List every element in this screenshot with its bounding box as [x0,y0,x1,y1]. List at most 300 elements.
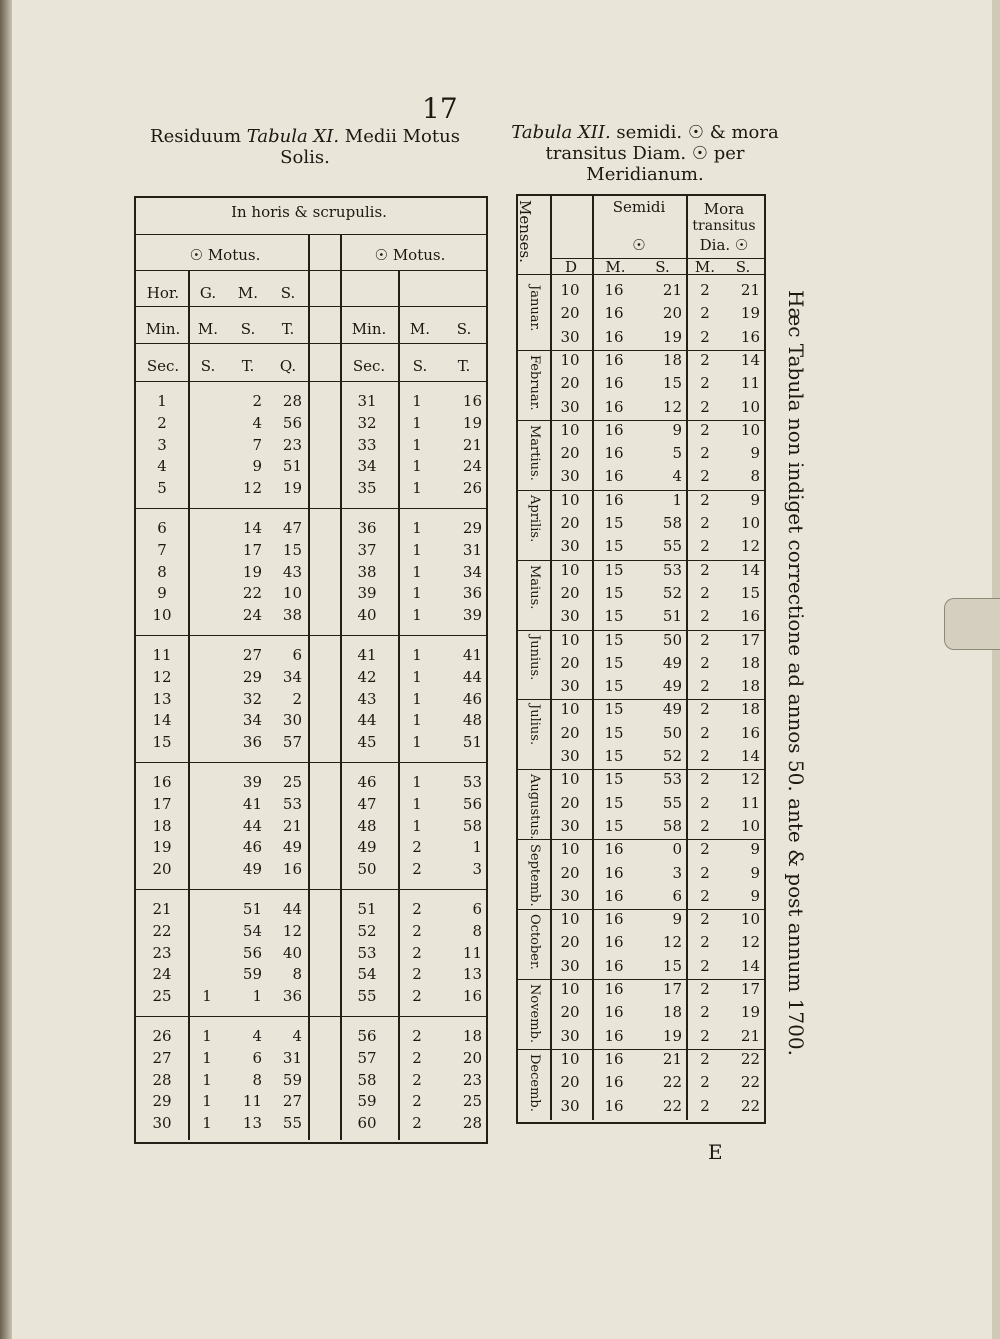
table-xi-cell: 6 [472,900,482,918]
table-xi-cell: 11 [462,943,482,962]
table-xii-cell: 2 [700,863,710,882]
month-label: Julius. [527,704,542,746]
side-note: Hæc Tabula non indiget correctione ad annos 50. ante & post annum 1700. [784,290,808,1056]
table-xii-cell: 2 [700,281,710,299]
table-xi-divider [308,234,310,1140]
table-xii-cell: 2 [700,560,710,579]
table-xii-cell: 2 [700,630,710,649]
table-xii-cell: 17 [740,630,760,649]
table-xii-cell: 20 [560,514,580,532]
table-xi-cell: 2 [157,413,167,432]
menses-label: Menses. [516,200,534,263]
table-xi-cell: 31 [357,392,377,410]
table-xii-cell: 50 [662,723,682,742]
table-xi-cell: 18 [462,1027,482,1045]
table-xii-cell: 2 [700,304,710,323]
table-xi-cell: 4 [252,413,262,432]
table-xii-cell: 16 [604,910,624,929]
month-label: Junius. [527,634,542,680]
right-header-line1: Tabula XII. semidi. ☉ & mora [511,122,779,143]
table-xi-cell: 16 [152,773,172,791]
table-xii-cell: 22 [740,1049,760,1068]
table-xi-cell: 23 [282,435,302,454]
table-xii-cell: 2 [700,793,710,812]
table-xi-cell: 1 [412,540,422,559]
table-xii-cell: 0 [672,840,682,859]
table-xii-cell: 30 [560,956,580,975]
table-xi-cell: 2 [412,838,422,857]
table-xii-cell: 2 [700,653,710,672]
motus-label-left: ☉ Motus. [189,246,261,264]
table-xi-cell: 28 [462,1114,482,1133]
table-xi-cell: 24 [152,965,172,984]
table-xi-cell: 56 [282,413,302,432]
table-xii-cell: 4 [672,467,682,486]
table-xii-cell: 58 [662,514,682,532]
table-xii-cell: 22 [740,1073,760,1092]
table-xi-cell: 25 [152,987,172,1006]
table-xii-cell: 15 [604,653,624,672]
table-xi-cell: 10 [152,606,172,625]
table-xi-cell: 13 [462,965,482,984]
table-xi-cell: 30 [152,1114,172,1133]
col-m-header: M. [605,258,626,276]
table-xii-cell: 10 [560,420,580,439]
table-xii-cell: 15 [604,537,624,556]
table-xi-cell: 39 [357,584,377,603]
table-xii-cell: 19 [740,304,760,323]
table-xii-cell: 15 [604,770,624,789]
motus-label-right: ☉ Motus. [374,246,446,264]
table-xi-cell: 7 [252,435,262,454]
table-xi-cell: 15 [282,540,302,559]
table-xii-cell: 2 [700,747,710,765]
table-xi-cell: 54 [242,921,262,940]
table-xii-cell: 2 [700,980,710,998]
table-xi-cell: 1 [202,987,212,1006]
table-xii-cell: 18 [662,350,682,369]
page-edge [992,0,1000,1339]
table-xii-cell: 2 [700,956,710,975]
table-xi-cell: 46 [357,773,377,791]
table-xii-cell: 1 [672,490,682,509]
table-xii-cell: 15 [662,374,682,393]
table-xii-cell: 16 [604,1026,624,1045]
table-xi-cell: 43 [357,689,377,708]
table-xi-cell: 1 [412,413,422,432]
table-xii-cell: 20 [662,304,682,323]
month-label: Januar. [527,285,542,332]
month-label: Martius. [527,424,542,481]
table-xi-cell: 12 [152,667,172,686]
table-xii-cell: 2 [700,677,710,696]
right-header-line2: transitus Diam. ☉ per [545,143,745,164]
table-xi-cell: 51 [462,733,482,752]
table-xii-cell: 10 [740,420,760,439]
table-xii-cell: 30 [560,327,580,346]
table-xi-cell: 2 [412,921,422,940]
table-xi-cell: 4 [157,457,167,476]
table-xi-cell: 1 [202,1048,212,1067]
signature-mark: E [708,1140,723,1164]
table-xii-cell: 52 [662,583,682,602]
book-binding [0,0,12,1339]
table-xi-cell: 1 [412,646,422,664]
table-xii-cell: 20 [560,374,580,393]
table-xi-cell: 2 [412,1114,422,1133]
table-xii-cell: 15 [662,956,682,975]
table-xi-cell: 8 [292,965,302,984]
table-xi-cell: 49 [357,838,377,857]
table-xi-unit-sec-1: S. [200,357,216,375]
table-xii-cell: 2 [700,490,710,509]
table-xii-cell: 16 [604,980,624,998]
table-xi-cell: 16 [282,860,302,879]
table-xi-cell: 56 [357,1027,377,1045]
table-xii-cell: 16 [604,281,624,299]
table-xi-cell: 2 [412,987,422,1006]
table-xi-cell: 57 [357,1048,377,1067]
table-xii-cell: 15 [604,723,624,742]
table-xi-cell: 9 [157,584,167,603]
table-xii-cell: 10 [560,840,580,859]
table-xii-cell: 21 [662,1049,682,1068]
table-xi-cell: 40 [282,943,302,962]
table-xi-cell: 41 [357,646,377,664]
table-xi-cell: 16 [462,987,482,1006]
table-xi-cell: 41 [462,646,482,664]
table-xii-cell: 16 [604,467,624,486]
group-rule [134,635,486,636]
table-xii-cell: 10 [560,630,580,649]
table-xii-cell: 22 [662,1096,682,1115]
table-xii-cell: 30 [560,886,580,905]
table-xii-cell: 17 [740,980,760,998]
table-xii-cell: 22 [662,1073,682,1092]
table-xii-cell: 10 [740,910,760,929]
table-xi-cell: 49 [242,860,262,879]
table-xi-cell: 59 [242,965,262,984]
table-xi-unit-sec-2: T. [241,357,255,375]
table-xi-unit-min2-0: Min. [351,320,387,338]
table-xi-cell: 1 [412,606,422,625]
table-xi-cell: 53 [462,773,482,791]
table-xii-cell: 5 [672,444,682,463]
table-xi-cell: 3 [157,435,167,454]
table-xii-cell: 20 [560,933,580,952]
table-xi-cell: 36 [462,584,482,603]
table-xii-cell: 19 [662,327,682,346]
table-xi-cell: 2 [412,860,422,879]
month-label: October. [527,914,542,971]
table-xii-cell: 53 [662,770,682,789]
table-xi-cell: 32 [357,413,377,432]
month-label: Decemb. [527,1053,542,1112]
table-xii-cell: 16 [604,1073,624,1092]
table-xii-cell: 15 [604,514,624,532]
table-xi-cell: 28 [282,392,302,410]
col-d-header: D [564,258,578,276]
table-xi-cell: 14 [242,519,262,537]
table-xii-cell: 12 [740,933,760,952]
table-xi-cell: 1 [412,519,422,537]
table-xi-cell: 1 [412,392,422,410]
table-xii-cell: 20 [560,793,580,812]
month-label: Novemb. [527,984,542,1044]
table-xii-cell: 10 [560,770,580,789]
table-xi-unit-min-1: M. [197,320,219,338]
month-label: Septemb. [527,844,542,907]
table-xii-cell: 9 [750,444,760,463]
table-xii-cell: 2 [700,700,710,719]
table-xi-cell: 24 [242,606,262,625]
table-xii-cell: 2 [700,420,710,439]
table-xi-cell: 27 [242,646,262,664]
table-xi-unit-min-3: T. [281,320,295,338]
col-m2-header: M. [694,258,716,276]
table-xii-cell: 2 [700,467,710,486]
month-label: Aprilis. [527,494,542,542]
table-xii-cell: 16 [604,1049,624,1068]
table-xi-cell: 48 [357,816,377,835]
table-xi-cell: 1 [412,435,422,454]
month-label: Maius. [527,564,542,609]
table-xi-cell: 56 [462,794,482,813]
table-xi-unit-sec2-1: S. [412,357,428,375]
table-xi-cell: 44 [242,816,262,835]
month-label: Augustus. [527,774,542,840]
table-xi-cell: 9 [252,457,262,476]
table-xii-cell: 16 [604,490,624,509]
table-xi-cell: 31 [462,540,482,559]
table-xi-cell: 1 [412,584,422,603]
table-xii-cell: 14 [740,350,760,369]
table-xi-cell: 19 [282,479,302,498]
table-xii-cell: 18 [740,653,760,672]
table-xii-cell: 30 [560,1026,580,1045]
page-number: 17 [422,92,458,125]
table-xii-cell: 2 [700,910,710,929]
table-xii-cell: 58 [662,816,682,835]
table-xi-cell: 1 [412,816,422,835]
table-xi-cell: 1 [412,733,422,752]
table-xii-cell: 10 [560,350,580,369]
table-xi-unit-hor-1: G. [199,284,217,302]
table-xii-cell: 55 [662,537,682,556]
table-xi-cell: 47 [282,519,302,537]
table-xi-cell: 31 [282,1048,302,1067]
left-header-line1: Residuum Tabula XI. Medii Motus [150,126,460,147]
left-header-line2: Solis. [280,147,330,168]
table-xi-cell: 40 [357,606,377,625]
table-xi-cell: 6 [252,1048,262,1067]
table-xii-cell: 20 [560,444,580,463]
table-xii-cell: 16 [604,886,624,905]
table-xi-cell: 20 [152,860,172,879]
table-xii-cell: 12 [740,537,760,556]
table-xi-cell: 17 [242,540,262,559]
table-xii-cell: 16 [604,863,624,882]
table-xi-cell: 1 [202,1070,212,1089]
table-xii-cell: 21 [740,281,760,299]
table-xii-cell: 16 [740,723,760,742]
table-xi-cell: 18 [152,816,172,835]
table-xi-cell: 56 [242,943,262,962]
table-xii-cell: 15 [604,816,624,835]
table-xii-cell: 30 [560,747,580,765]
table-xi-cell: 1 [252,987,262,1006]
table-xii-cell: 16 [604,397,624,416]
table-xi-cell: 57 [282,733,302,752]
table-xi-cell: 1 [412,689,422,708]
table-xi-cell: 60 [357,1114,377,1133]
table-xii-cell: 50 [662,630,682,649]
table-xi-cell: 42 [357,667,377,686]
table-xii-cell: 16 [604,350,624,369]
right-header-line3: Meridianum. [586,164,704,185]
table-xi-cell: 25 [282,773,302,791]
table-xii-cell: 2 [700,583,710,602]
table-xii-cell: 30 [560,607,580,626]
table-xi-cell: 49 [282,838,302,857]
table-xii-cell: 2 [700,1096,710,1115]
table-xi-cell: 21 [462,435,482,454]
col-s-header: S. [655,258,670,276]
table-xi-cell: 28 [152,1070,172,1089]
table-xi-unit-sec-0: Sec. [146,357,180,375]
table-xi-cell: 29 [152,1092,172,1111]
table-xi-cell: 19 [462,413,482,432]
table-xii-cell: 30 [560,677,580,696]
table-xii-cell: 16 [740,607,760,626]
table-xi-cell: 15 [152,733,172,752]
table-xi-cell: 34 [282,667,302,686]
table-xi-cell: 50 [357,860,377,879]
table-xi-cell: 2 [292,689,302,708]
table-xi-cell: 1 [202,1114,212,1133]
table-xi-cell: 2 [412,900,422,918]
table-xii-cell: 2 [700,327,710,346]
table-xi-cell: 35 [357,479,377,498]
table-xii-cell: 6 [672,886,682,905]
table-xii-cell: 10 [560,980,580,998]
table-xii-cell: 10 [740,514,760,532]
table-xii-cell: 30 [560,816,580,835]
table-xii-cell: 18 [740,677,760,696]
table-xi-cell: 8 [472,921,482,940]
table-xi-cell: 11 [152,646,172,664]
table-xi-cell: 13 [152,689,172,708]
table-xii-cell: 16 [604,1096,624,1115]
sun-symbol: ☉ [632,236,646,254]
table-xii-cell: 2 [700,840,710,859]
table-xii-cell: 15 [604,677,624,696]
table-xii-cell: 18 [662,1003,682,1022]
group-rule [134,762,486,763]
table-xii-cell: 16 [604,304,624,323]
table-xi-cell: 14 [152,711,172,730]
table-xi-cell: 1 [412,773,422,791]
table-xii-cell: 2 [700,444,710,463]
table-xi-cell: 51 [242,900,262,918]
table-xi-cell: 2 [412,1048,422,1067]
table-xii-cell: 20 [560,1073,580,1092]
table-xi-cell: 51 [357,900,377,918]
dia-label: Dia. ☉ [699,236,749,254]
table-xi-cell: 48 [462,711,482,730]
table-xii-cell: 9 [672,420,682,439]
table-xii-cell: 20 [560,583,580,602]
table-xii-cell: 16 [604,1003,624,1022]
table-xii-cell: 16 [604,933,624,952]
table-xii-cell: 11 [740,793,760,812]
table-xii-cell: 20 [560,304,580,323]
table-xii-cell: 9 [750,886,760,905]
table-xii-cell: 15 [604,793,624,812]
table-xii-cell: 49 [662,653,682,672]
table-xii-cell: 15 [604,607,624,626]
table-xii-cell: 2 [700,1026,710,1045]
table-xi-cell: 2 [252,392,262,410]
table-xii-cell: 16 [604,374,624,393]
table-xi-cell: 46 [242,838,262,857]
table-xii-cell: 2 [700,397,710,416]
table-xii-cell: 2 [700,886,710,905]
table-xii-cell: 15 [604,583,624,602]
table-xii-cell: 17 [662,980,682,998]
table-xii-cell: 10 [560,700,580,719]
table-xi-cell: 13 [242,1114,262,1133]
table-xii-cell: 14 [740,747,760,765]
table-xi-cell: 23 [462,1070,482,1089]
table-xii-cell: 55 [662,793,682,812]
table-xii-cell: 2 [700,1073,710,1092]
table-xii-cell: 10 [740,816,760,835]
table-xi-cell: 19 [242,562,262,581]
table-xi-cell: 1 [202,1027,212,1045]
table-xi-cell: 6 [292,646,302,664]
table-xii-cell: 19 [662,1026,682,1045]
table-xii-cell: 51 [662,607,682,626]
table-xii-cell: 10 [560,910,580,929]
group-rule [134,1016,486,1017]
table-xii-cell: 2 [700,374,710,393]
table-xi-cell: 1 [412,794,422,813]
table-xi-cell: 34 [242,711,262,730]
table-xi-cell: 2 [412,965,422,984]
group-rule [134,889,486,890]
table-xi-cell: 39 [242,773,262,791]
col-s2-header: S. [735,258,751,276]
table-xi-cell: 27 [152,1048,172,1067]
table-xi-cell: 2 [412,1092,422,1111]
table-xii-cell: 10 [560,560,580,579]
table-xii-cell: 2 [700,537,710,556]
table-xi-cell: 2 [412,943,422,962]
table-xii-cell: 8 [750,467,760,486]
table-xii-cell: 2 [700,770,710,789]
table-xii-cell: 2 [700,816,710,835]
table-xi-cell: 22 [242,584,262,603]
table-xii-cell: 10 [560,281,580,299]
table-xii-cell: 49 [662,700,682,719]
table-xi-cell: 58 [462,816,482,835]
table-xii-cell: 2 [700,607,710,626]
table-xi-cell: 46 [462,689,482,708]
table-xi-cell: 16 [462,392,482,410]
table-xii-cell: 20 [560,863,580,882]
table-xii-cell: 2 [700,1049,710,1068]
